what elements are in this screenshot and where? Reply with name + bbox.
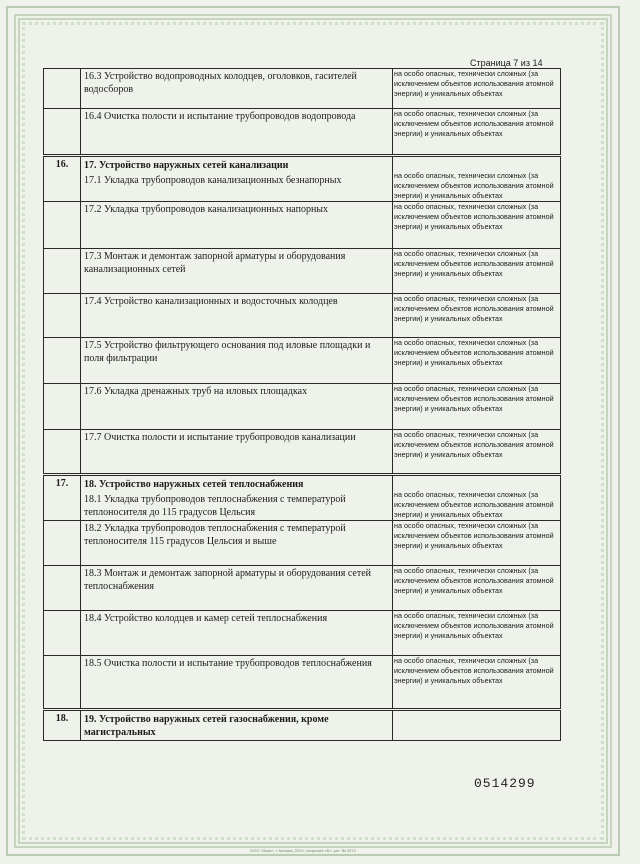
object-category-text: на особо опасных, технически сложных (за исключением объектов использования атомной энергии) и уникальных объектах xyxy=(394,566,554,595)
table-row xyxy=(44,521,561,566)
section-number: 18. xyxy=(44,710,81,741)
section-number xyxy=(44,384,81,430)
table-row xyxy=(44,475,561,521)
table-row xyxy=(44,338,561,384)
object-category xyxy=(393,656,561,710)
table-row xyxy=(44,109,561,156)
table-row xyxy=(44,384,561,430)
work-description xyxy=(81,611,393,656)
object-category xyxy=(393,430,561,475)
work-item: 17.7 Очистка полости и испытание трубопроводов канализации xyxy=(84,432,356,443)
object-category xyxy=(393,710,561,741)
works-table xyxy=(43,68,561,741)
object-category-text: на особо опасных, технически сложных (за исключением объектов использования атомной энергии) и уникальных объектах xyxy=(394,294,554,323)
table-row xyxy=(44,656,561,710)
table-row xyxy=(44,69,561,109)
work-description xyxy=(81,521,393,566)
work-item: 17.3 Монтаж и демонтаж запорной арматуры и оборудования канализационных сетей xyxy=(84,251,346,275)
object-category xyxy=(393,384,561,430)
object-category xyxy=(393,338,561,384)
work-item: 16.3 Устройство водопроводных колодцев, оголовков, гасителей водосборов xyxy=(84,71,357,95)
section-number xyxy=(44,521,81,566)
work-item: 17.2 Укладка трубопроводов канализационных напорных xyxy=(84,204,329,215)
section-number xyxy=(44,566,81,611)
object-category-text: на особо опасных, технически сложных (за исключением объектов использования атомной энергии) и уникальных объектах xyxy=(394,521,554,550)
object-category xyxy=(393,156,561,202)
work-item: 17.4 Устройство канализационных и водосточных колодцев xyxy=(84,296,338,307)
table-row xyxy=(44,710,561,741)
work-description xyxy=(81,69,393,109)
object-category-text: на особо опасных, технически сложных (за исключением объектов использования атомной энергии) и уникальных объектах xyxy=(394,656,554,685)
table-row xyxy=(44,202,561,249)
object-category xyxy=(393,521,561,566)
work-description xyxy=(81,430,393,475)
work-description xyxy=(81,384,393,430)
work-item: 18.4 Устройство колодцев и камер сетей теплоснабжения xyxy=(84,613,328,624)
table-row xyxy=(44,294,561,338)
section-number xyxy=(44,430,81,475)
object-category xyxy=(393,202,561,249)
work-description xyxy=(81,475,393,521)
object-category xyxy=(393,566,561,611)
printer-line: ООО «Знак», г. Москва, 2010, лицензия «Б», рег. № 0274 xyxy=(250,848,356,853)
section-number xyxy=(44,338,81,384)
section-title: 19. Устройство наружных сетей газоснабжения, кроме магистральных xyxy=(84,714,329,738)
table-row xyxy=(44,430,561,475)
table-row xyxy=(44,249,561,294)
object-category xyxy=(393,69,561,109)
work-item: 18.1 Укладка трубопроводов теплоснабжения с температурой теплоносителя до 115 градусов Цельсия xyxy=(84,494,346,518)
section-title: 17. Устройство наружных сетей канализации xyxy=(84,160,289,171)
work-description xyxy=(81,710,393,741)
object-category xyxy=(393,611,561,656)
page-number-label: Страница 7 из 14 xyxy=(470,58,543,68)
section-number xyxy=(44,611,81,656)
work-description xyxy=(81,202,393,249)
object-category-text: на особо опасных, технически сложных (за исключением объектов использования атомной энергии) и уникальных объектах xyxy=(394,384,554,413)
section-title: 18. Устройство наружных сетей теплоснабжения xyxy=(84,479,304,490)
object-category-text: на особо опасных, технически сложных (за исключением объектов использования атомной энергии) и уникальных объектах xyxy=(394,249,554,278)
section-number xyxy=(44,69,81,109)
object-category xyxy=(393,475,561,521)
work-description xyxy=(81,566,393,611)
work-description xyxy=(81,338,393,384)
object-category xyxy=(393,109,561,156)
section-number xyxy=(44,202,81,249)
object-category xyxy=(393,294,561,338)
work-description xyxy=(81,249,393,294)
work-item: 18.3 Монтаж и демонтаж запорной арматуры и оборудования сетей теплоснабжения xyxy=(84,568,371,592)
work-description xyxy=(81,294,393,338)
object-category-text: на особо опасных, технически сложных (за исключением объектов использования атомной энергии) и уникальных объектах xyxy=(394,109,554,138)
section-number xyxy=(44,294,81,338)
object-category xyxy=(393,249,561,294)
object-category-text: на особо опасных, технически сложных (за исключением объектов использования атомной энергии) и уникальных объектах xyxy=(394,338,554,367)
serial-number: 0514299 xyxy=(474,776,536,791)
section-number xyxy=(44,249,81,294)
work-item: 18.2 Укладка трубопроводов теплоснабжения с температурой теплоносителя 115 градусов Цельсия и выше xyxy=(84,523,346,547)
work-description xyxy=(81,156,393,202)
section-number: 16. xyxy=(44,156,81,202)
object-category-text: на особо опасных, технически сложных (за исключением объектов использования атомной энергии) и уникальных объектах xyxy=(394,69,554,98)
object-category-text: на особо опасных, технически сложных (за исключением объектов использования атомной энергии) и уникальных объектах xyxy=(394,490,554,519)
section-number: 17. xyxy=(44,475,81,521)
object-category-text: на особо опасных, технически сложных (за исключением объектов использования атомной энергии) и уникальных объектах xyxy=(394,611,554,640)
work-item: 17.5 Устройство фильтрующего основания под иловые площадки и поля фильтрации xyxy=(84,340,371,364)
work-item: 17.1 Укладка трубопроводов канализационных безнапорных xyxy=(84,175,342,186)
work-item: 18.5 Очистка полости и испытание трубопроводов теплоснабжения xyxy=(84,658,372,669)
table-row xyxy=(44,156,561,202)
object-category-text: на особо опасных, технически сложных (за исключением объектов использования атомной энергии) и уникальных объектах xyxy=(394,202,554,231)
object-category-text: на особо опасных, технически сложных (за исключением объектов использования атомной энергии) и уникальных объектах xyxy=(394,171,554,200)
table-row xyxy=(44,611,561,656)
work-item: 17.6 Укладка дренажных труб на иловых площадках xyxy=(84,386,308,397)
section-number xyxy=(44,656,81,710)
work-description xyxy=(81,109,393,156)
section-number xyxy=(44,109,81,156)
object-category-text: на особо опасных, технически сложных (за исключением объектов использования атомной энергии) и уникальных объектах xyxy=(394,430,554,459)
table-row xyxy=(44,566,561,611)
work-description xyxy=(81,656,393,710)
work-item: 16.4 Очистка полости и испытание трубопроводов водопровода xyxy=(84,111,356,122)
